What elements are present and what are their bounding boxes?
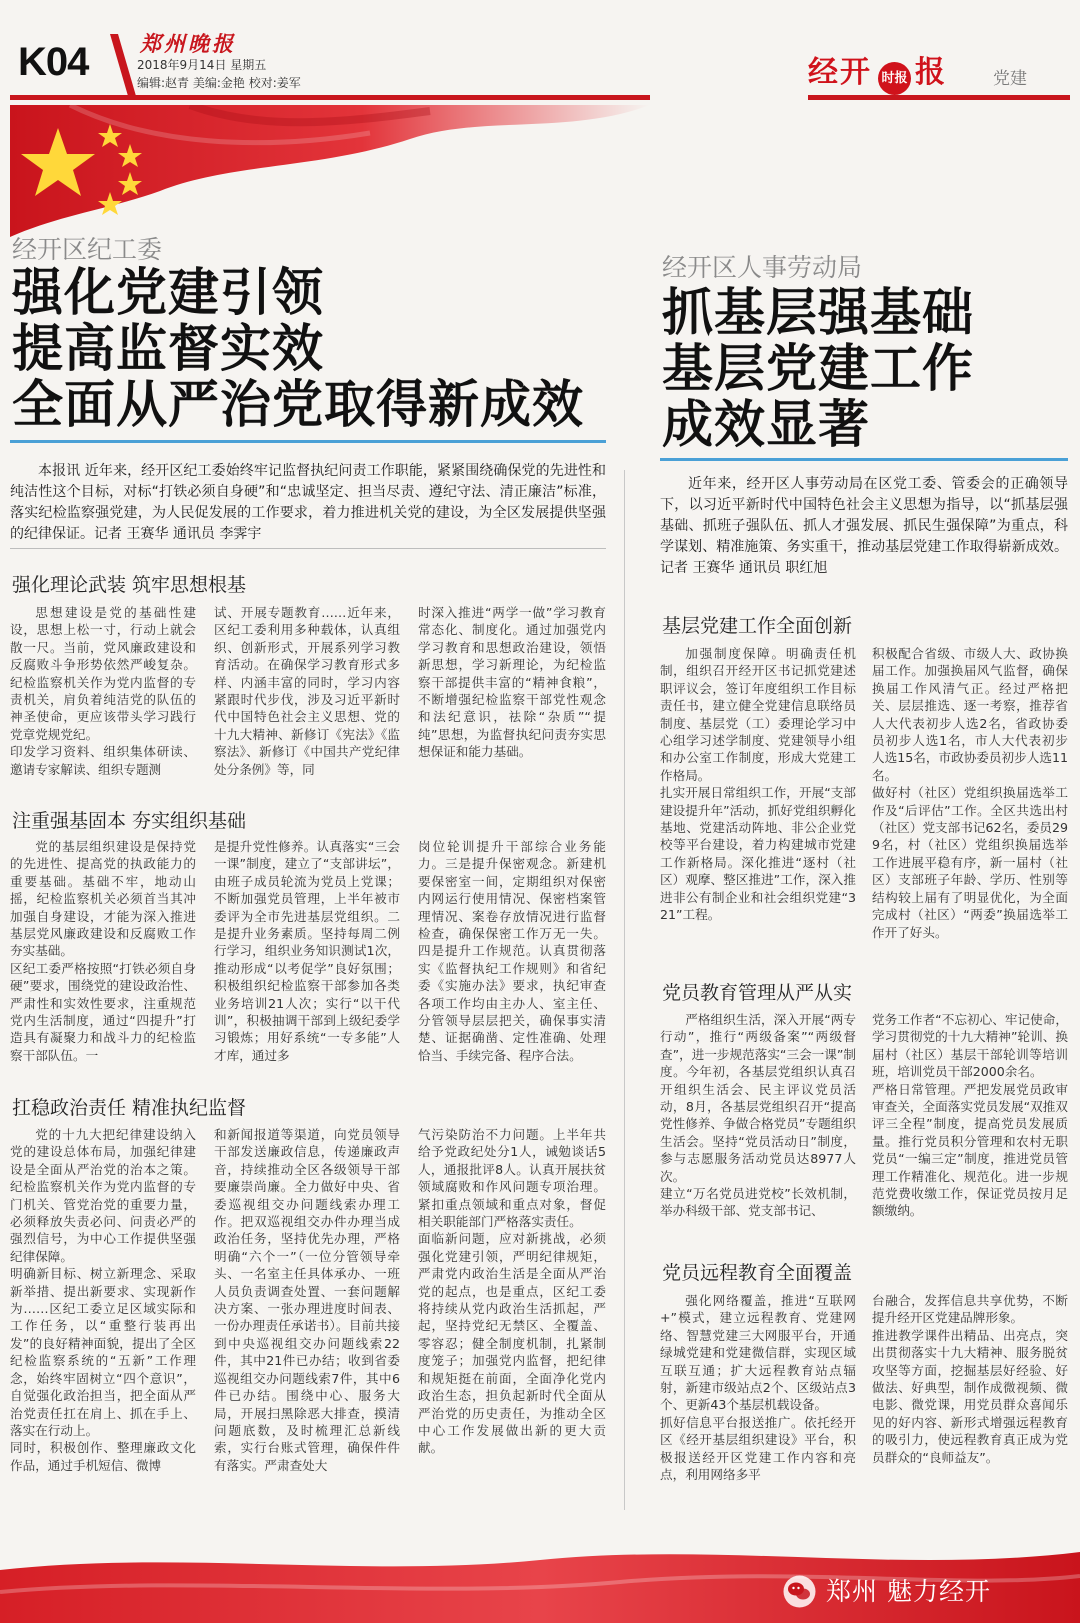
- left-headline-line-1: 强化党建引领: [12, 264, 325, 323]
- right-s1-col-2: 积极配合省级、市级人大、政协换届工作。加强换届风气监督，确保换届工作风清气正。经过严格把关、层层推选、逐一考察，推荐省人大代表初步人选2名，省政协委员初步人选1名，市人大代表初步人选15名，市政协委员初步人选11名。 做好村（社区）党组织换届选举工作及“后评估”工作。全区共选出村（社区）党支部书记62名，委员299名，村（社区）党组织换届选举工作进展平稳有序，新一届村（社区）支部班子年龄、学历、性别等结构较上届有了明显优化，为全面完成村（社区）“两委”换届选举工作开了好头。: [872, 646, 1068, 940]
- flag-stars-icon: [18, 118, 158, 218]
- right-headline-line-2: 基层党建工作: [662, 340, 975, 399]
- masthead-rule-right: [808, 95, 1070, 100]
- watermark-text: 郑州 魅力经开: [826, 1577, 991, 1606]
- newspaper-logo: 郑州晚报: [140, 31, 236, 56]
- right-section-heading-1: 基层党建工作全面创新: [662, 615, 853, 637]
- section-badge: 时报: [878, 62, 911, 95]
- section-name: 经开: [808, 55, 872, 90]
- right-s2-col-2: 党务工作者“不忘初心、牢记使命，学习贯彻党的十九大精神”轮训、换届村（社区）基层干部轮训等培训班，培训党员干部2000余名。 严格日常管理。严把发展党员政审审查关，全面落实党员发展“双推双评三全程”制度，提高党员发展质量。推行党员积分管理和农村无职党员“一编三定”制度，推进党员管理工作精准化、规范化。进一步规范党费收缴工作，保证党员按月足额缴纳。: [872, 1012, 1068, 1219]
- right-section-heading-3: 党员远程教育全面覆盖: [662, 1262, 853, 1284]
- wechat-icon: [783, 1575, 816, 1608]
- right-section-heading-2: 党员教育管理从严从实: [662, 982, 853, 1004]
- right-headline-line-1: 抓基层强基础: [662, 284, 975, 343]
- right-s1-col-1: 加强制度保障。明确责任机制，组织召开经开区书记抓党建述职评议会，签订年度组织工作目标责任书，建立健全党建信息联络员制度、基层党（工）委理论学习中心组学习述学制度、党建领导小组和办公室工作制度，形成大党建工作格局。 扎实开展日常组织工作，开展“支部建设提升年”活动，抓好党组织孵化基地、党建活动阵地、非公企业党校等平台建设，着力构建城市党建工作新格局。深化推进“逐村（社区）观摩、整区推进”工作，深入推进非公有制企业和社会组织党建“321”工程。: [660, 646, 856, 923]
- left-lead: 本报讯 近年来，经开区纪工委始终牢记监督执纪问责工作职能，紧紧围绕确保党的先进性和纯洁性这个目标，对标“打铁必须自身硬”和“忠诚坚定、担当尽责、遵纪守法、清正廉洁”标准，落实纪检监察强党建，为人民促发展的工作要求，着力推进机关党的建设，为全区发展提供坚强的纪律保证。记者 王赛华 通讯员 李霁宇: [10, 463, 606, 542]
- left-s3-col-1: 党的十九大把纪律建设纳入党的建设总体布局，加强纪律建设是全面从严治党的治本之策。纪检监察机关作为党内监督的专门机关、管党治党的重要力量，必须释放失责必问、问责必严的强烈信号，为中心工作提供坚强纪律保障。 明确新目标、树立新理念、采取新举措、提出新要求、实现新作为……区纪工委立足区域实际和工作任务，以“重整行装再出发”的良好精神面貌，提出了全区纪检监察系统的“五新”工作理念，始终牢固树立“四个意识”，自觉强化政治担当，把全面从严治党责任扛在肩上、抓在手上、落实在行动上。 同时，积极创作、整理廉政文化作品，通过手机短信、微博: [10, 1127, 196, 1473]
- left-section-heading-2: 注重强基固本 夯实组织基础: [12, 810, 247, 832]
- left-s2-col-1: 党的基层组织建设是保持党的先进性、提高党的执政能力的重要基础。基础不牢，地动山摇，纪检监察机关必须首当其冲加强自身建设，才能为深入推进基层党风廉政建设和反腐败工作夯实基础。 区纪工委严格按照“打铁必须自身硬”要求，围绕党的建设政治性、严肃性和实效性要求，注重规范党内生活制度，通过“四提升”打造具有凝聚力和战斗力的纪检监察干部队伍。一: [10, 839, 196, 1063]
- left-lead-rule: [10, 548, 606, 549]
- left-blue-rule: [10, 440, 606, 443]
- left-s1-col-1: 思想建设是党的基础性建设，思想上松一寸，行动上就会散一尺。当前，党风廉政建设和反腐败斗争形势依然严峻复杂。纪检监察机关作为党内监督的专责机关，肩负着纯洁党的队伍的神圣使命，更应该带头学习践行党章党规党纪。 印发学习资料、组织集体研读、邀请专家解读、组织专题测: [10, 605, 196, 777]
- right-blue-rule: [660, 458, 1068, 461]
- left-s1-col-3: 时深入推进“两学一做”学习教育常态化、制度化。通过加强党内学习教育和思想政治建设，领悟新思想，学习新理论，为纪检监察干部提供丰富的“精神食粮”，不断增强纪检监察干部党性观念和法纪意识，祛除“杂质”“提纯”思想，为监督执纪问责夯实思想保证和能力基础。: [418, 605, 606, 760]
- left-headline-line-3: 全面从严治党取得新成效: [12, 376, 585, 435]
- left-s3-col-3: 气污染防治不力问题。上半年共给予党政纪处分1人，诫勉谈话5人，通报批评8人。认真开展扶贫领域腐败和作风问题专项治理。紧扣重点领域和重点对象，督促相关职能部门严格落实责任。 面临新问题，应对新挑战，必须强化党建引领，严明纪律规矩，严肃党内政治生活是全面从严治党的起点，也是重点，区纪工委将持续从党内政治生活抓起，严起，坚持党纪无禁区、全覆盖、零容忍；健全制度机制，扎紧制度笼子；加强党内监督，把纪律和规矩挺在前面，全面净化党内政治生态，担负起新时代全面从严治党的历史责任，为推动全区中心工作发展做出新的更大贡献。: [418, 1127, 606, 1456]
- masthead-slash: [108, 34, 138, 96]
- left-section-heading-3: 扛稳政治责任 精准执纪监督: [12, 1097, 247, 1119]
- left-s2-col-3: 岗位轮训提升干部综合业务能力。三是提升保密观念。新建机要保密室一间，定期组织对保密内网运行使用情况、保密档案管理情况、案卷存放情况进行监督检查，确保保密工作万无一失。四是提升工作规范。认真贯彻落实《监督执纪工作规则》和省纪委《实施办法》要求，执纪审查各项工作均由主办人、室主任、分管领导层层把关，确保事实清楚、证据确凿、定性准确、处理恰当、手续完备、程序合法。: [418, 839, 606, 1063]
- editor-line: 编辑:赵青 美编:金艳 校对:姜军: [137, 76, 301, 90]
- column-divider: [624, 470, 625, 1510]
- right-lead: 近年来，经开区人事劳动局在区党工委、管委会的正确领导下，以习近平新时代中国特色社会主义思想为指导，以“抓基层强基础、抓班子强队伍、抓人才强发展、抓民生强保障”为重点，科学谋划、精准施策、务实重干，推动基层党建工作取得崭新成效。记者 王赛华 通讯员 职红旭: [660, 476, 1068, 576]
- section-name-suffix: 报: [915, 55, 945, 90]
- left-kicker: 经开区纪工委: [12, 235, 163, 264]
- right-kicker: 经开区人事劳动局: [662, 253, 863, 282]
- left-s1-col-2: 试、开展专题教育……近年来，区纪工委利用多种载体，认真组织、创新形式，开展系列学习教育活动。在确保学习教育形式多样、内涵丰富的同时，学习内容紧跟时代步伐，涉及习近平新时代中国特色社会主义思想、党的十九大精神、新修订《宪法》《监察法》、新修订《中国共产党纪律处分条例》等，同: [214, 605, 400, 777]
- left-headline-line-2: 提高监督实效: [12, 320, 325, 379]
- masthead-rule-left: [10, 95, 650, 100]
- page-number: K04: [18, 40, 89, 84]
- left-s2-col-2: 是提升党性修养。认真落实“三会一课”制度，建立了“支部讲坛”，由班子成员轮流为党员上党课；不断加强党员管理，上半年被市委评为全市先进基层党组织。二是提升业务素质。坚持每周二例行学习，组织业务知识测试1次，推动形成“以考促学”良好氛围；积极组织纪检监察干部参加各类业务培训21人次；实行“以干代训”，积极抽调干部到上级纪委学习锻炼；用好系统“一专多能”人才库，通过多: [214, 839, 400, 1063]
- right-s3-col-2: 台融合，发挥信息共享优势，不断提升经开区党建品牌形象。 推进教学课件出精品、出亮点，突出贯彻落实十九大精神、服务脱贫攻坚等方面，挖掘基层好经验、好做法、好典型，制作成微视频、微电影、微党课，用党员群众喜闻乐见的好内容、新形式增强远程教育的吸引力，使远程教育真正成为党员群众的“良师益友”。: [872, 1293, 1068, 1465]
- section-subtitle: 党建: [993, 69, 1027, 89]
- right-headline-line-3: 成效显著: [662, 396, 871, 455]
- left-s3-col-2: 和新闻报道等渠道，向党员领导干部发送廉政信息，传递廉政声音，持续推动全区各级领导干部要廉崇尚廉。全力做好中央、省委巡视组交办问题线索办理工作。把双巡视组交办件办理当成政治任务，坚持优先办理，严格明确“六个一”（一位分管领导牵头、一名室主任具体承办、一班人员负责调查处置、一套问题解决方案、一张办理进度时间表、一份办理责任承诺书）。目前共接到中央巡视组交办问题线索22件，其中21件已办结；收到省委巡视组交办问题线索7件，其中6件已办结。围绕中心、服务大局，开展扫黑除恶大排查，摸清问题底数，及时梳理汇总新线索，实行台账式管理，确保件件有落实。严肃查处大: [214, 1127, 400, 1473]
- right-headline: [662, 286, 1062, 454]
- left-headline: [12, 266, 622, 434]
- right-s2-col-1: 严格组织生活，深入开展“两专行动”，推行“两级备案”“两级督查”，进一步规范落实“三会一课”制度。今年初，各基层党组织认真召开组织生活会、民主评议党员活动，8月，各基层党组织召开“提高党性修养、争做合格党员”专题组织生活会。坚持“党员活动日”制度，参与志愿服务活动党员达8977人次。 建立“万名党员进党校”长效机制，举办科级干部、党支部书记、: [660, 1012, 856, 1219]
- date-line: 2018年9月14日 星期五: [137, 58, 267, 72]
- right-s3-col-1: 强化网络覆盖，推进“互联网+”模式，建立远程教育、党建网络、智慧党建三大网服平台，开通绿城党建和党建微信群，实现区域互联互通；扩大远程教育站点辐射，新建市级站点2个、区级站点3个、更新43个基层机载设备。 抓好信息平台报送推广。依托经开区《经开基层组织建设》平台，积极报送经开区党建工作内容和亮点，利用网络多平: [660, 1293, 856, 1483]
- left-section-heading-1: 强化理论武装 筑牢思想根基: [12, 574, 247, 596]
